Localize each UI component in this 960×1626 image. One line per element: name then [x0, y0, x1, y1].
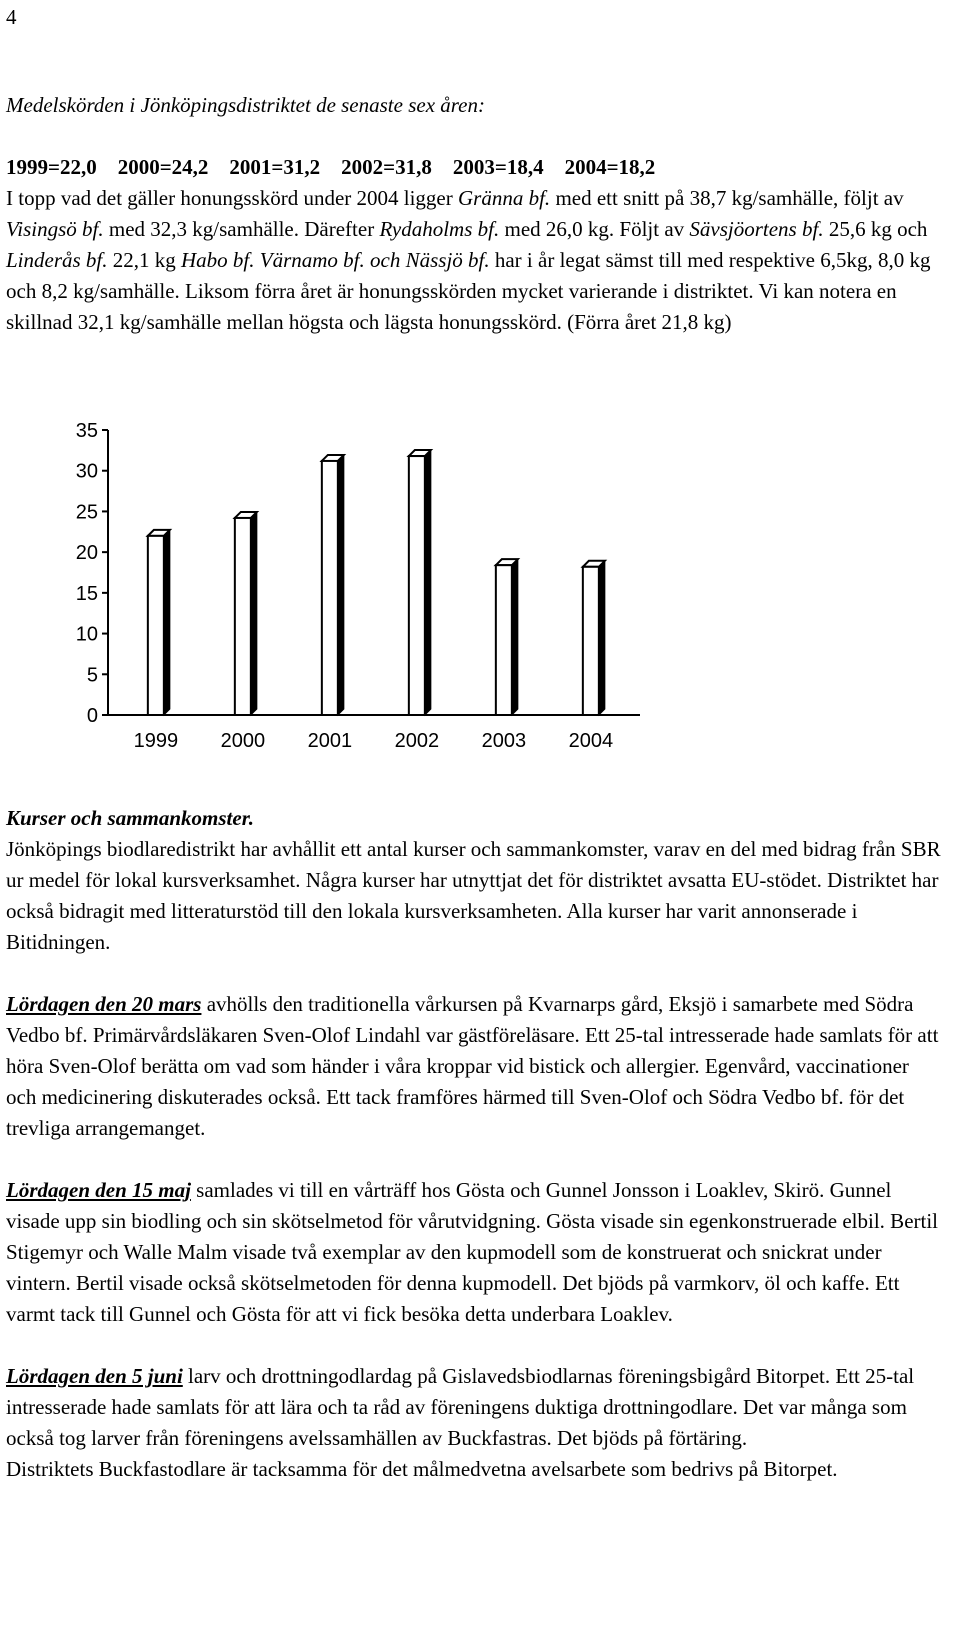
closing-paragraph: Distriktets Buckfastodlare är tacksamma för det målmedvetna avelsarbete som bedrivs på Bitorpet.: [6, 1457, 838, 1481]
society-name: Habo bf. Värnamo bf. och Nässjö bf.: [181, 248, 490, 272]
text-run: med 32,3 kg/samhälle. Därefter: [103, 217, 380, 241]
society-name: Gränna bf.: [458, 186, 551, 210]
text-run: 25,6 kg och: [823, 217, 928, 241]
section-intro: Jönköpings biodlaredistrikt har avhållit ett antal kurser och sammankomster, varav en del med bidrag från SBR ur medel för lokal kursverksamhet. Några kurser har utnyttjat det för distriktet avsatta EU-stödet. Distriktet har också bidragit med litteraturstöd till den lokala kursverksamheten. Alla kurser har varit annonserade i Bitidningen.: [6, 837, 941, 954]
spacer: [6, 1330, 941, 1361]
x-tick-label: 2001: [307, 730, 353, 752]
event-date: Lördagen den 20 mars: [6, 992, 202, 1016]
text-run: med ett snitt på 38,7 kg/samhälle, följt av: [550, 186, 904, 210]
event-text: samlades vi till en vårträff hos Gösta och Gunnel Jonsson i Loaklev, Skirö. Gunnel visade upp sin biodling och sin skötselmetod för vårutvidgning. Gösta visade sin egenkonstruerade elbil. Bertil Stigemyr och Walle Malm visade två exemplar av den kupmodell som de konstruerat och snickrat under vintern. Bertil visade också skötselmetoden för denna kupmodell. Det bjöds på varmkorv, öl och kaffe. Ett varmt tack till Gunnel och Gösta för att vi fick besöka detta underbara Loaklev.: [6, 1178, 939, 1326]
y-tick-label: 25: [75, 501, 98, 524]
text-run: I topp vad det gäller honungsskörd under 2004 ligger: [6, 186, 458, 210]
bar: [148, 536, 164, 715]
x-tick-label: 1999: [133, 730, 179, 752]
section-heading: Kurser och sammankomster.: [6, 806, 254, 830]
x-tick-label: 2000: [220, 730, 266, 752]
event-paragraph-1: [6, 989, 941, 1144]
y-tick-label: 10: [75, 623, 98, 646]
y-tick-label: 20: [75, 542, 98, 565]
intro-paragraph: [6, 183, 941, 338]
society-name: Visingsö bf.: [6, 217, 104, 241]
event-text: larv och drottningodlardag på Gislavedsbiodlarnas föreningsbigård Bitorpet. Ett 25-tal intresserade hade samlats för att lära och ta råd av föreningens duktiga drottningodlare. Det var många som också tog larver från föreningens avelssamhällen av Buckfastras. Det bjöds på förtäring.: [6, 1364, 915, 1450]
x-tick-label: 2004: [568, 730, 614, 752]
bar: [322, 461, 338, 715]
y-tick-label: 30: [75, 460, 98, 483]
text-run: 22,1 kg: [107, 248, 182, 272]
event-paragraph-2: [6, 1175, 941, 1330]
event-paragraph-3: [6, 1361, 941, 1454]
spacer: [6, 1144, 941, 1175]
y-tick-label: 0: [86, 705, 98, 727]
society-name: Rydaholms bf.: [379, 217, 500, 241]
bar: [496, 565, 512, 715]
intro-section: [6, 90, 941, 338]
y-tick-label: 5: [86, 664, 98, 687]
bar: [409, 456, 425, 715]
harvest-chart: [0, 420, 700, 800]
yearly-averages: 1999=22,0 2000=24,2 2001=31,2 2002=31,8 2003=18,4 2004=18,2: [6, 155, 656, 179]
y-tick-label: 15: [75, 582, 98, 605]
page-number: 4: [6, 5, 17, 29]
event-date: Lördagen den 15 maj: [6, 1178, 191, 1202]
event-text: avhölls den traditionella vårkursen på Kvarnarps gård, Eksjö i samarbete med Södra Vedbo bf. Primärvårdsläkaren Sven-Olof Lindahl var gästföreläsare. Ett 25-tal intresserade hade samlats för att höra Sven-Olof berätta om vad som händer i våra kroppar vid bistick och allergier. Egenvård, vaccinationer och medicinering diskuterades också. Ett tack framföres härmed till Sven-Olof och Södra Vedbo bf. för det trevliga arrangemanget.: [6, 992, 939, 1140]
society-name: Sävsjöortens bf.: [689, 217, 824, 241]
harvest-heading: Medelskörden i Jönköpingsdistriktet de senaste sex åren:: [6, 93, 485, 117]
bar: [235, 518, 251, 715]
courses-section: [6, 803, 941, 1485]
x-tick-label: 2002: [394, 730, 440, 752]
text-run: har i år legat sämst till med respektive 6,5kg, 8,0 kg och 8,2 kg/samhälle. Liksom förra året är honungsskörden mycket varierande i distriktet. Vi kan notera en skillnad 32,1 kg/samhälle mellan högsta och lägsta honungsskörd. (Förra året 21,8 kg): [6, 248, 931, 334]
society-name: Linderås bf.: [6, 248, 108, 272]
event-date: Lördagen den 5 juni: [6, 1364, 183, 1388]
x-tick-label: 2003: [481, 730, 527, 752]
text-run: med 26,0 kg. Följt av: [499, 217, 690, 241]
bar: [583, 567, 599, 715]
bar-chart-svg: [0, 420, 700, 800]
y-tick-label: 35: [75, 420, 98, 442]
spacer: [6, 958, 941, 989]
